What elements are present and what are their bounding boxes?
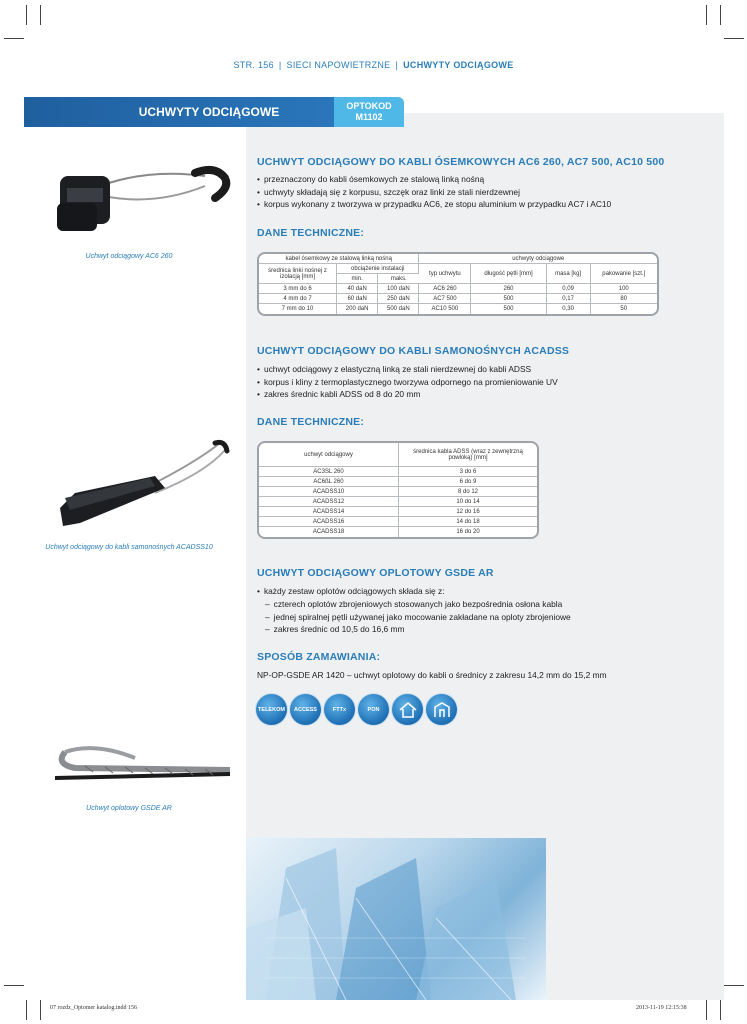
footer-file: 07 rozdz_Optomer katalog.indd 156: [50, 1005, 137, 1011]
optokod-label: OPTOKOD: [346, 101, 392, 111]
product2-tech-title: DANE TECHNICZNE:: [257, 416, 365, 428]
table-row: [259, 527, 537, 537]
product1-caption: Uchwyt odciągowy AC6 260: [85, 253, 173, 260]
table-cell: 60 daN: [337, 294, 378, 304]
table-cell: 250 daN: [378, 294, 419, 304]
crop-mark: [724, 38, 744, 39]
section-title: UCHWYTY ODCIĄGOWE: [138, 105, 280, 119]
decorative-building-image: [246, 838, 546, 1000]
table-cell: AC6ßL 260: [259, 477, 399, 487]
optokod-code: M1102: [355, 112, 383, 122]
list-item: • uchwyty składają się z korpusu, szczęk oraz linki ze stali nierdzewnej: [257, 186, 611, 199]
product1-tech-table: [257, 252, 659, 316]
table-cell: 8 do 12: [399, 487, 537, 497]
table-cell: 6 do 9: [399, 477, 537, 487]
table-cell: 3 mm do 6: [259, 284, 337, 294]
page-header: STR. 156 | SIECI NAPOWIETRZNE | UCHWYTY ODCIĄGOWE: [233, 60, 514, 70]
table-header: średnica kabla ADSS (wraz z zewnętrzną powłoką) [mm]: [399, 443, 537, 467]
product1-bullets: [257, 173, 611, 211]
table-header: średnica linki nośnej z izolacją [mm]: [259, 264, 337, 284]
table-header: uchwyty odciągowe: [419, 254, 657, 264]
table-header: kabel ósemkowy ze stalową linką nośną: [259, 254, 419, 264]
table-cell: 0,09: [547, 284, 591, 294]
telekom-icon: TELEKOM: [256, 694, 287, 725]
crop-mark: [26, 1000, 27, 1020]
section-title-bar: [24, 97, 334, 127]
table-cell: AC10 500: [419, 304, 471, 314]
list-item: • zakres średnic kabli ADSS od 8 do 20 mm: [257, 388, 558, 401]
order-title: SPOSÓB ZAMAWIANIA:: [257, 651, 381, 663]
table-row: [259, 294, 657, 304]
application-icons: [256, 694, 457, 725]
table-header: typ uchwytu: [419, 264, 471, 284]
crop-mark: [720, 1000, 721, 1020]
ac6-clamp-photo: [55, 158, 235, 238]
header-section: UCHWYTY ODCIĄGOWE: [403, 60, 514, 70]
header-category: SIECI NAPOWIETRZNE: [286, 60, 391, 70]
pon-icon: PON: [358, 694, 389, 725]
table-cell: AC7 500: [419, 294, 471, 304]
list-item: • korpus wykonany z tworzywa w przypadku AC6, ze stopu aluminium w przypadku AC7 i AC10: [257, 198, 611, 211]
table-row: [259, 517, 537, 527]
list-item: • przeznaczony do kabli ósemkowych ze stalową linką nośną: [257, 173, 611, 186]
list-item: • uchwyt odciągowy z elastyczną linką ze stali nierdzewnej do kabli ADSS: [257, 363, 558, 376]
table-cell: 3 do 6: [399, 467, 537, 477]
gsde-ar-photo: [55, 742, 235, 787]
crop-mark: [706, 1000, 707, 1020]
table-cell: 100 daN: [378, 284, 419, 294]
optokod-badge: [334, 97, 404, 127]
table-cell: 50: [620, 306, 628, 312]
product2-tech-table: [257, 441, 539, 539]
table-cell: 4 mm do 7: [259, 294, 337, 304]
crop-mark: [40, 5, 41, 25]
building-icon: [426, 694, 457, 725]
product2-caption: Uchwyt odciągowy do kabli samonośnych ACADSS10: [45, 544, 213, 551]
table-cell: 0,30: [547, 304, 591, 314]
table-cell: 500 daN: [378, 304, 419, 314]
table-cell: AC3SL 260: [259, 467, 399, 477]
product3-bullets: [257, 585, 445, 598]
table-cell: 80: [591, 294, 658, 304]
crop-mark: [4, 38, 24, 39]
table-cell: ACADSS14: [259, 507, 399, 517]
crop-mark: [26, 5, 27, 25]
table-header: masa [kg]: [547, 264, 591, 284]
list-item: • każdy zestaw oplotów odciągowych składa się z:: [257, 585, 445, 598]
table-header: długość pętli [mm]: [471, 264, 546, 284]
table-header: min.: [337, 274, 378, 284]
table-cell: 500: [471, 294, 546, 304]
table-row: [259, 284, 657, 294]
product1-tech-title: DANE TECHNICZNE:: [257, 227, 365, 239]
crop-mark: [720, 5, 721, 25]
product3-dash-list: [257, 598, 571, 636]
product1-title: UCHWYT ODCIĄGOWY DO KABLI ÓSEMKOWYCH AC6 260, AC7 500, AC10 500: [257, 156, 665, 168]
table-cell: AC6 260: [419, 284, 471, 294]
table-cell: 16 do 20: [456, 529, 480, 535]
crop-mark: [40, 1000, 41, 1020]
table-cell: 0,17: [547, 294, 591, 304]
acadss-clamp-photo: [55, 438, 235, 528]
table-cell: ACADSS18: [259, 527, 399, 537]
table-cell: ACADSS10: [259, 487, 399, 497]
crop-mark: [724, 985, 744, 986]
table-row: [259, 497, 537, 507]
page-number: STR. 156: [233, 60, 274, 70]
product3-caption: Uchwyt oplotowy GSDE AR: [86, 805, 172, 812]
table-cell: 12 do 16: [399, 507, 537, 517]
table-cell: 10 do 14: [399, 497, 537, 507]
product3-title: UCHWYT ODCIĄGOWY OPLOTOWY GSDE AR: [257, 567, 494, 579]
table-header: maks.: [378, 274, 419, 284]
table-cell: ACADSS12: [259, 497, 399, 507]
list-item: – jednej spiralnej pętli używanej jako mocowanie zakładane na oploty zbrojeniowe: [265, 611, 571, 624]
table-header: uchwyt odciągowy: [259, 443, 399, 467]
table-header: obciążenie instalacji: [337, 264, 419, 274]
table-cell: 100: [591, 284, 658, 294]
table-cell: 40 daN: [337, 284, 378, 294]
table-row: [259, 477, 537, 487]
table-cell: 260: [471, 284, 546, 294]
list-item: • korpus i kliny z termoplastycznego tworzywa odpornego na promieniowanie UV: [257, 376, 558, 389]
access-icon: ACCESS: [290, 694, 321, 725]
crop-mark: [4, 985, 24, 986]
table-cell: 14 do 18: [399, 517, 537, 527]
table-cell: 7 mm do 10: [259, 304, 337, 314]
table-row: [259, 467, 537, 477]
table-cell: 500: [471, 304, 546, 314]
table-cell: 200 daN: [337, 304, 378, 314]
fttx-icon: FTTx: [324, 694, 355, 725]
table-row: [259, 304, 657, 314]
footer-timestamp: 2013-11-19 12:15:38: [636, 1005, 687, 1011]
table-row: [259, 507, 537, 517]
list-item: – zakres średnic od 10,5 do 16,6 mm: [265, 623, 571, 636]
crop-mark: [706, 5, 707, 25]
product2-bullets: [257, 363, 558, 401]
list-item: – czterech oplotów zbrojeniowych stosowanych jako bezpośrednia osłona kabla: [265, 598, 571, 611]
table-row: [259, 487, 537, 497]
table-cell: ACADSS16: [259, 517, 399, 527]
table-header: pakowanie [szt.]: [591, 264, 658, 284]
order-text: NP-OP-GSDE AR 1420 – uchwyt oplotowy do kabli o średnicy z zakresu 14,2 mm do 15,2 mm: [257, 670, 607, 680]
house-icon: [392, 694, 423, 725]
product2-title: UCHWYT ODCIĄGOWY DO KABLI SAMONOŚNYCH ACADSS: [257, 345, 570, 357]
